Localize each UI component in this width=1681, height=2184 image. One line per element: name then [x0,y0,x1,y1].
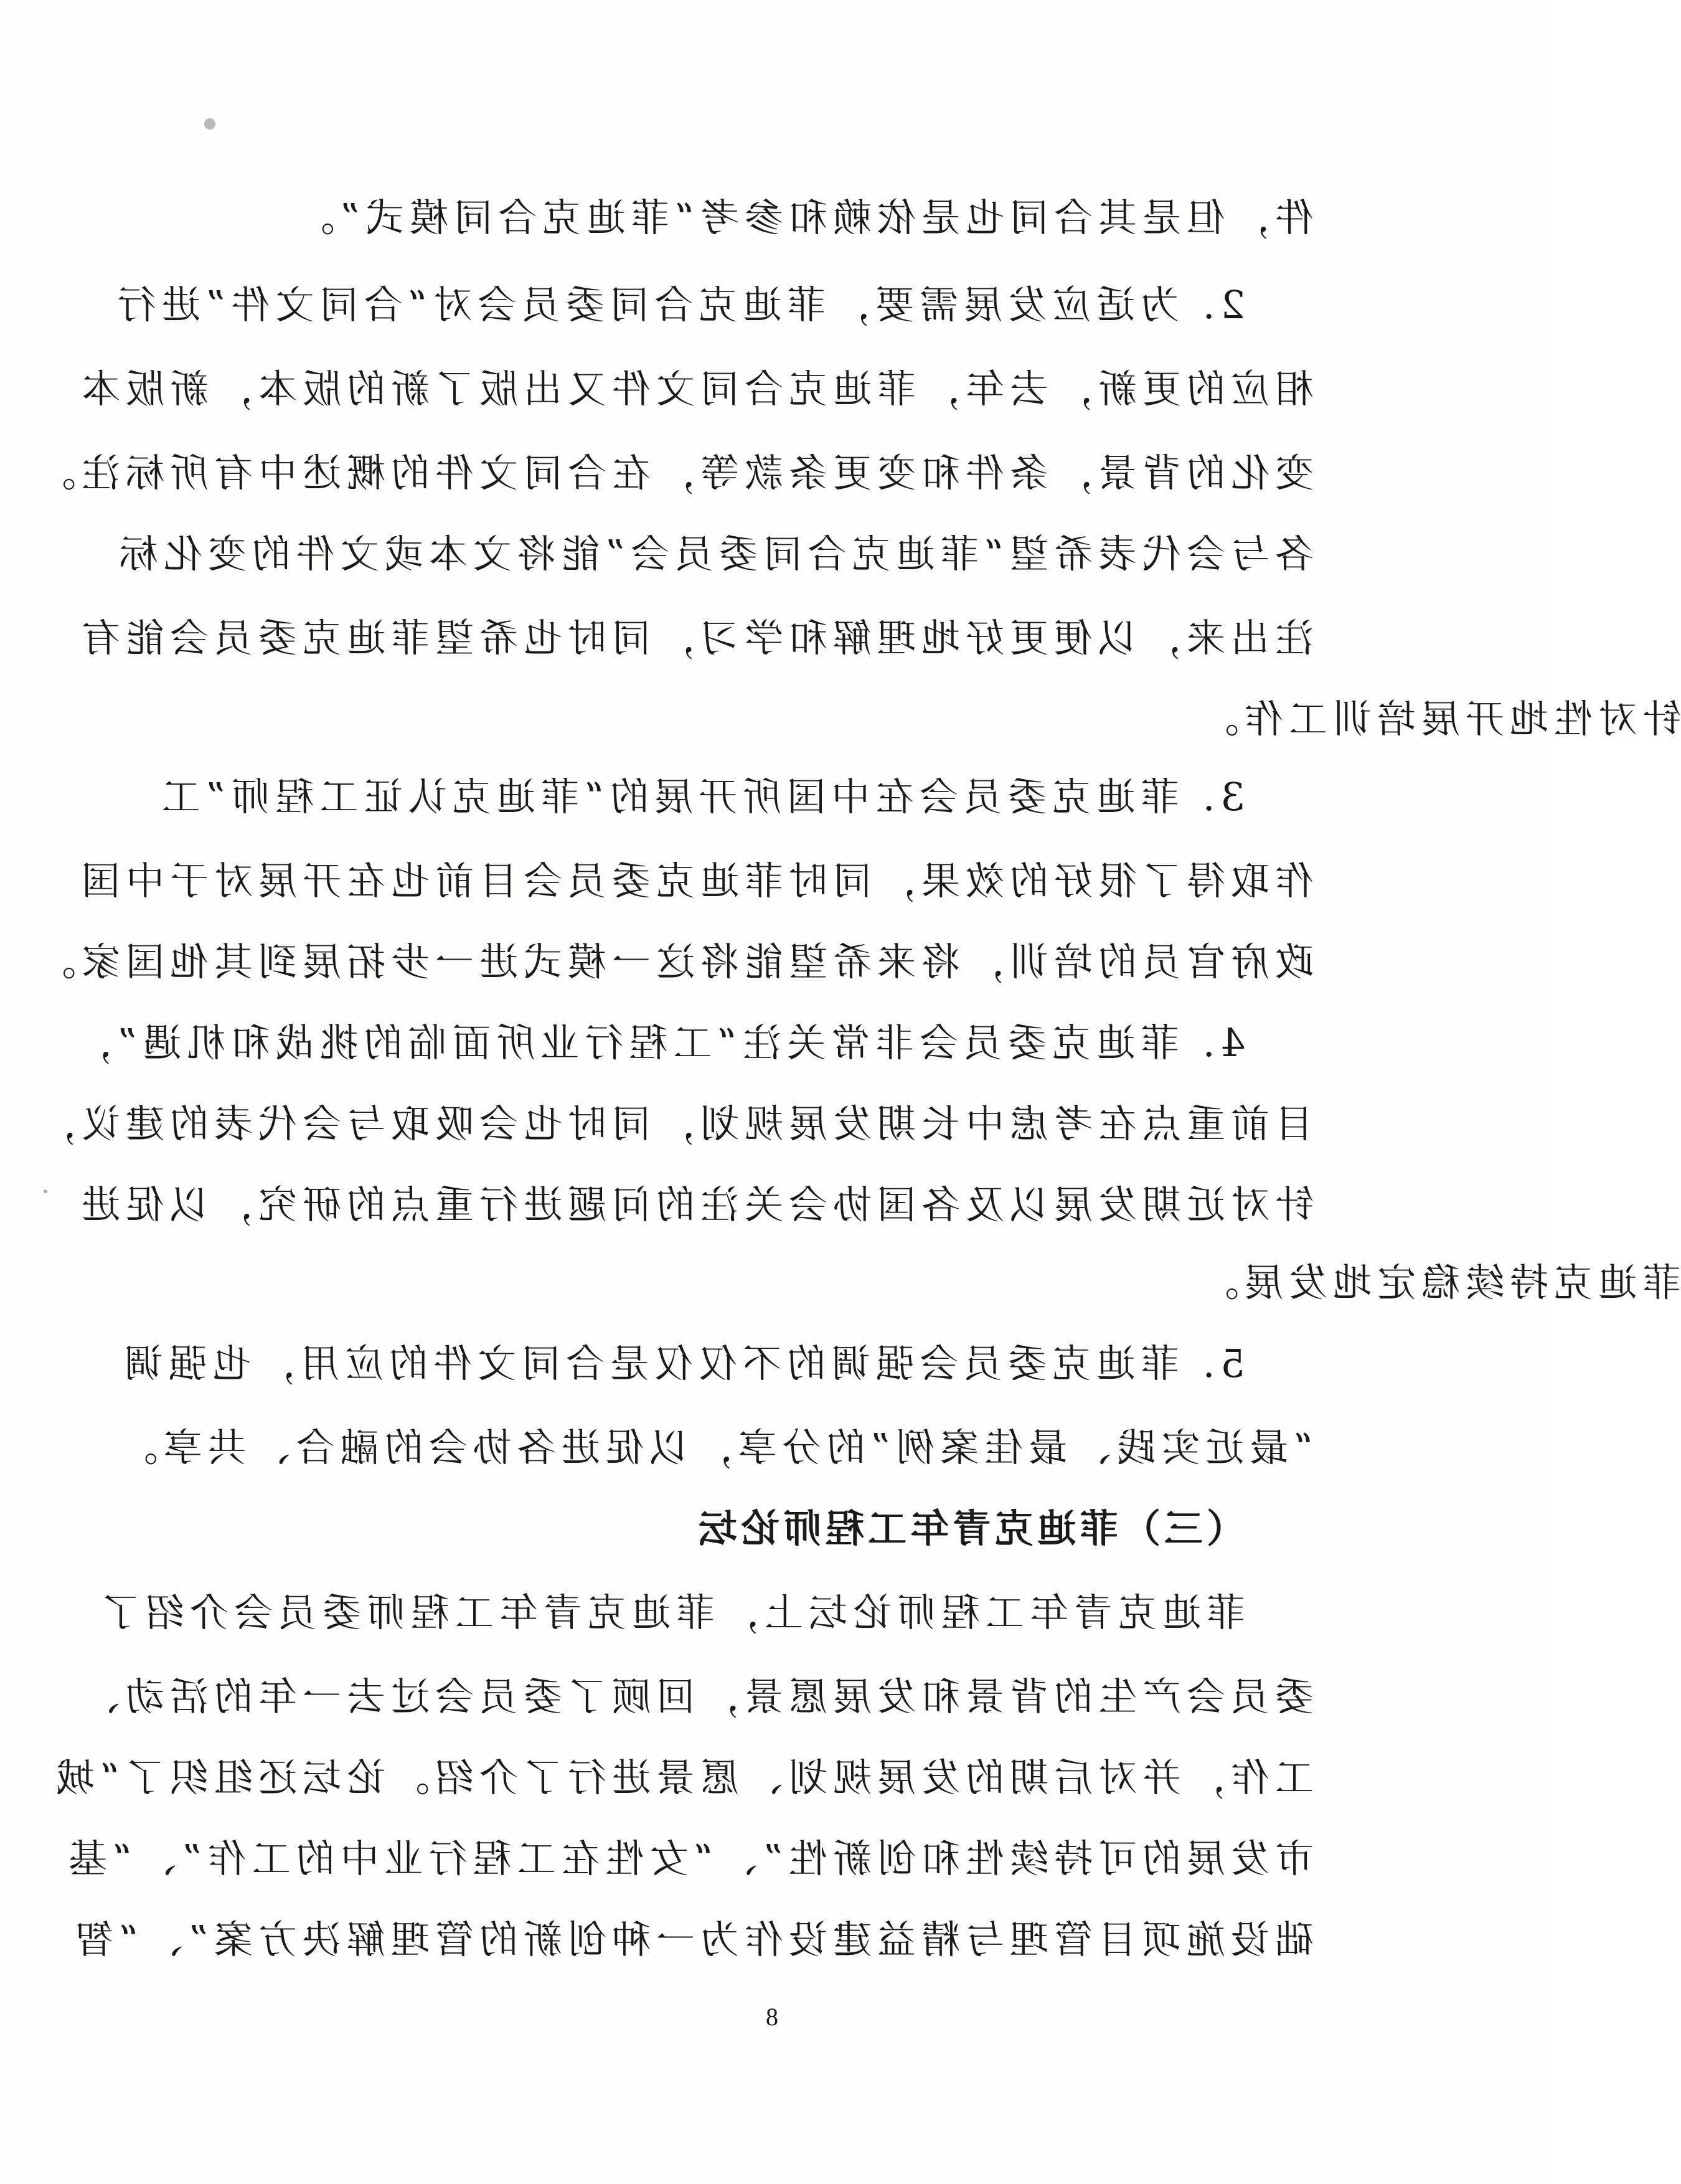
body-line: 菲迪克青年工程师论坛上，菲迪克青年工程师委员会介绍了 [95,1590,1245,1635]
body-line: 工作，并对后期的发展规划、愿景进行了介绍。论坛还组织了“城 [50,1755,1314,1800]
body-line: 针对性地开展培训工作。 [1194,696,1681,742]
body-line: 菲迪克持续稳定地发展。 [1194,1260,1681,1305]
body-line: 政府官员的培训，将来希望能将这一模式进一步拓展到其他国家。 [31,939,1314,985]
body-line: 作取得了很好的效果，同时菲迪克委员会目前也在开展对于中国 [75,858,1314,904]
section-heading: （三）菲迪克青年工程师论坛 [694,1506,1245,1551]
body-line: 2. 为适应发展需要，菲迪克合同委员会对“合同文件”进行 [111,282,1245,328]
body-line: 市发展的可持续性和创新性”、“女性在工程行业中的工作”、“基 [63,1836,1314,1881]
body-line: 3. 菲迪克委员会在中国所开展的“菲迪克认证工程师”工 [156,774,1245,820]
body-line: 相应的更新，去年，菲迪克合同文件又出版了新的版本，新版本 [75,366,1314,412]
body-line: 变化的背景，条件和变更条款等，在合同文件的概述中有所标注。 [31,450,1314,496]
body-line: 5. 菲迪克委员会强调的不仅仅是合同文件的应用，也强调 [118,1341,1245,1386]
body-line: 针对近期发展以及各国协会关注的问题进行重点的研究，以促进 [75,1182,1314,1227]
body-line: 础设施项目管理与精益建设作为一种创新的管理解决方案”、“智 [69,1917,1314,1962]
body-line: 委员会产生的背景和发展愿景，回顾了委员会过去一年的活动、 [75,1674,1314,1719]
body-line: 4. 菲迪克委员会非常关注“工程行业所面临的挑战和机遇”， [67,1020,1245,1066]
body-line: “最近实践、最佳案例”的分享，以促进各协会的融合、共享。 [113,1425,1314,1470]
page-number: 8 [766,2003,778,2031]
body-line: 注出来，以便更好地理解和学习，同时也希望菲迪克委员会能有 [75,615,1314,661]
body-line: 件，但是其合同也是依赖和参考“菲迪克合同模式”。 [290,195,1314,240]
body-line: 目前重点在考虑中长期发展规划，同时也会吸取与会代表的建议， [31,1101,1314,1146]
body-line: 各与会代表希望“菲迪克合同委员会”能将文本或文件的变化标 [113,531,1314,577]
